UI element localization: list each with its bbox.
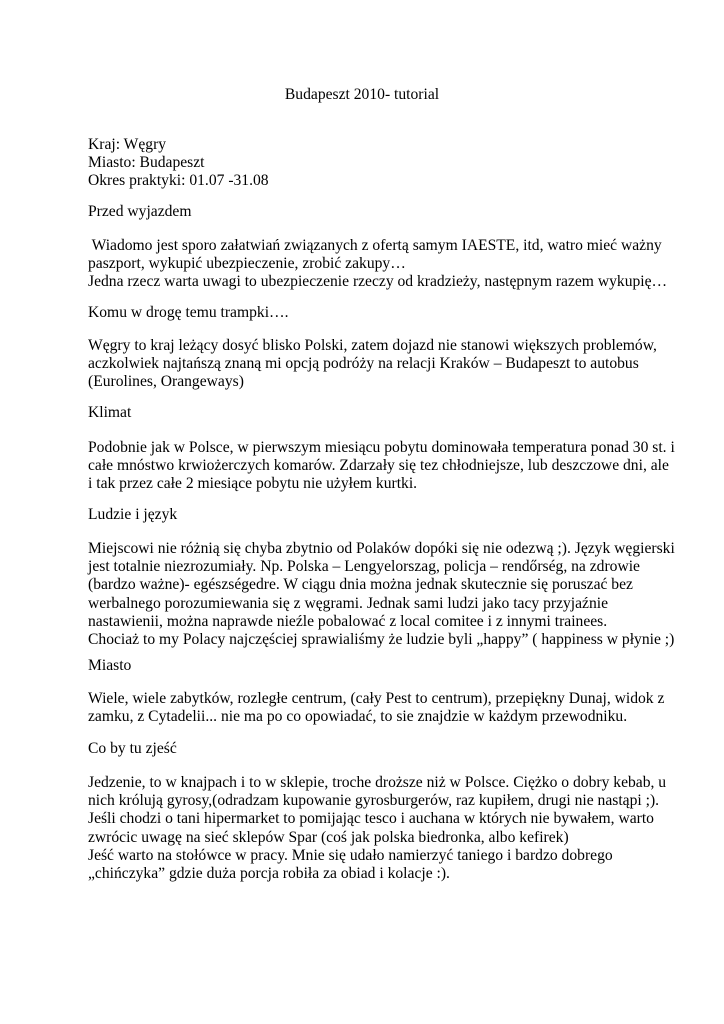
heading-people bbox=[88, 506, 177, 524]
heading-travel bbox=[88, 304, 289, 322]
paragraph-city bbox=[88, 690, 664, 726]
paragraph-line: Jeśli chodzi o tani hipermarket to pomijając tesco i auchana w których nie bywałem, warto bbox=[88, 810, 654, 828]
paragraph-line: „chińczyka” gdzie duża porcja robiła za obiad i kolacje :). bbox=[88, 865, 450, 883]
paragraph-line: paszport, wykupić ubezpieczenie, zrobić zakupy… bbox=[88, 255, 406, 273]
heading-city bbox=[88, 657, 131, 675]
heading-food bbox=[88, 740, 177, 758]
paragraph-people bbox=[88, 540, 675, 649]
paragraph-line: Miejscowi nie różnią się chyba zbytnio od Polaków dopóki się nie odezwą ;). Język węgierski bbox=[88, 540, 675, 557]
info-city: Miasto: Budapeszt bbox=[88, 154, 205, 172]
heading-text: Co by tu zjeść bbox=[88, 740, 177, 757]
paragraph-line: i tak przez całe 2 miesiące pobytu nie użyłem kurtki. bbox=[88, 475, 418, 493]
heading-text: Klimat bbox=[88, 404, 132, 421]
paragraph-climate bbox=[88, 439, 675, 494]
paragraph-travel bbox=[88, 337, 657, 392]
paragraph-line: nich królują gyrosy,(odradzam kupowanie gyrosburgerów, raz kupiłem, drugi nie nastąpi ;). bbox=[88, 792, 660, 810]
paragraph-line: Wiele, wiele zabytków, rozległe centrum, (cały Pest to centrum), przepiękny Dunaj, widok z bbox=[88, 690, 665, 707]
paragraph-line: Jeść warto na stołówce w pracy. Mnie się udało namierzyć taniego i bardzo dobrego bbox=[88, 846, 613, 864]
paragraph-line: Jedzenie, to w knajpach i to w sklepie, troche droższe niż w Polsce. Ciężko o dobry kebab, u bbox=[88, 774, 667, 791]
paragraph-line: werbalnego porozumiewania się z węgrami. Jednak sami ludzi jako tacy przyjaźnie bbox=[88, 594, 609, 612]
heading-before-trip bbox=[88, 203, 191, 221]
heading-climate bbox=[88, 404, 131, 422]
paragraph-line: nastawienii, można naprawde nieźle pobalować z local comitee i z innymi trainees. bbox=[88, 612, 608, 630]
paragraph-line: Węgry to kraj leżący dosyć blisko Polski, zatem dojazd nie stanowi większych problemów, bbox=[88, 337, 657, 354]
paragraph-line: Wiadomo jest sporo załatwiań związanych z ofertą samym IAESTE, itd, watro mieć ważny bbox=[88, 237, 662, 254]
paragraph-food bbox=[88, 774, 666, 883]
heading-text: Komu w drogę temu trampki…. bbox=[88, 304, 289, 321]
paragraph-line: Podobnie jak w Polsce, w pierwszym miesiącu pobytu dominowała temperatura ponad 30 st. i bbox=[88, 439, 675, 456]
paragraph-line: jest totalnie niezrozumiały. Np. Polska – Lengyelorszag, policja – rendőrség, na zdrowie bbox=[88, 558, 640, 576]
paragraph-line: całe mnóstwo krwiożerczych komarów. Zdarzały się tez chłodniejsze, lub deszczowe dni, ale bbox=[88, 457, 669, 475]
info-country: Kraj: Węgry bbox=[88, 136, 167, 153]
heading-text: Przed wyjazdem bbox=[88, 203, 192, 220]
paragraph-line: zamku, z Cytadelii... nie ma po co opowiadać, to sie znajdzie w każdym przewodniku. bbox=[88, 708, 628, 726]
paragraph-line: zwrócic uwagę na sieć sklepów Spar (coś jak polska biedronka, albo kefirek) bbox=[88, 828, 569, 846]
paragraph-before-trip bbox=[88, 237, 667, 292]
paragraph-line: Chociaż to my Polacy najczęściej sprawialiśmy że ludzie byli „happy” ( happiness w płynie ;) bbox=[88, 631, 675, 649]
info-block bbox=[88, 136, 269, 191]
heading-text: Miasto bbox=[88, 657, 132, 674]
paragraph-line: (Eurolines, Orangeways) bbox=[88, 373, 244, 391]
heading-text: Ludzie i język bbox=[88, 506, 178, 523]
document-title: Budapeszt 2010- tutorial bbox=[284, 86, 440, 103]
paragraph-line: (bardzo ważne)- egészségedre. W ciągu dnia można jednak skutecznie się poruszać bez bbox=[88, 576, 633, 594]
info-period: Okres praktyki: 01.07 -31.08 bbox=[88, 172, 269, 190]
paragraph-line: aczkolwiek najtańszą znaną mi opcją podróży na relacji Kraków – Budapeszt to autobus bbox=[88, 355, 639, 373]
paragraph-line: Jedna rzecz warta uwagi to ubezpieczenie rzeczy od kradzieży, następnym razem wykupię… bbox=[88, 273, 668, 291]
